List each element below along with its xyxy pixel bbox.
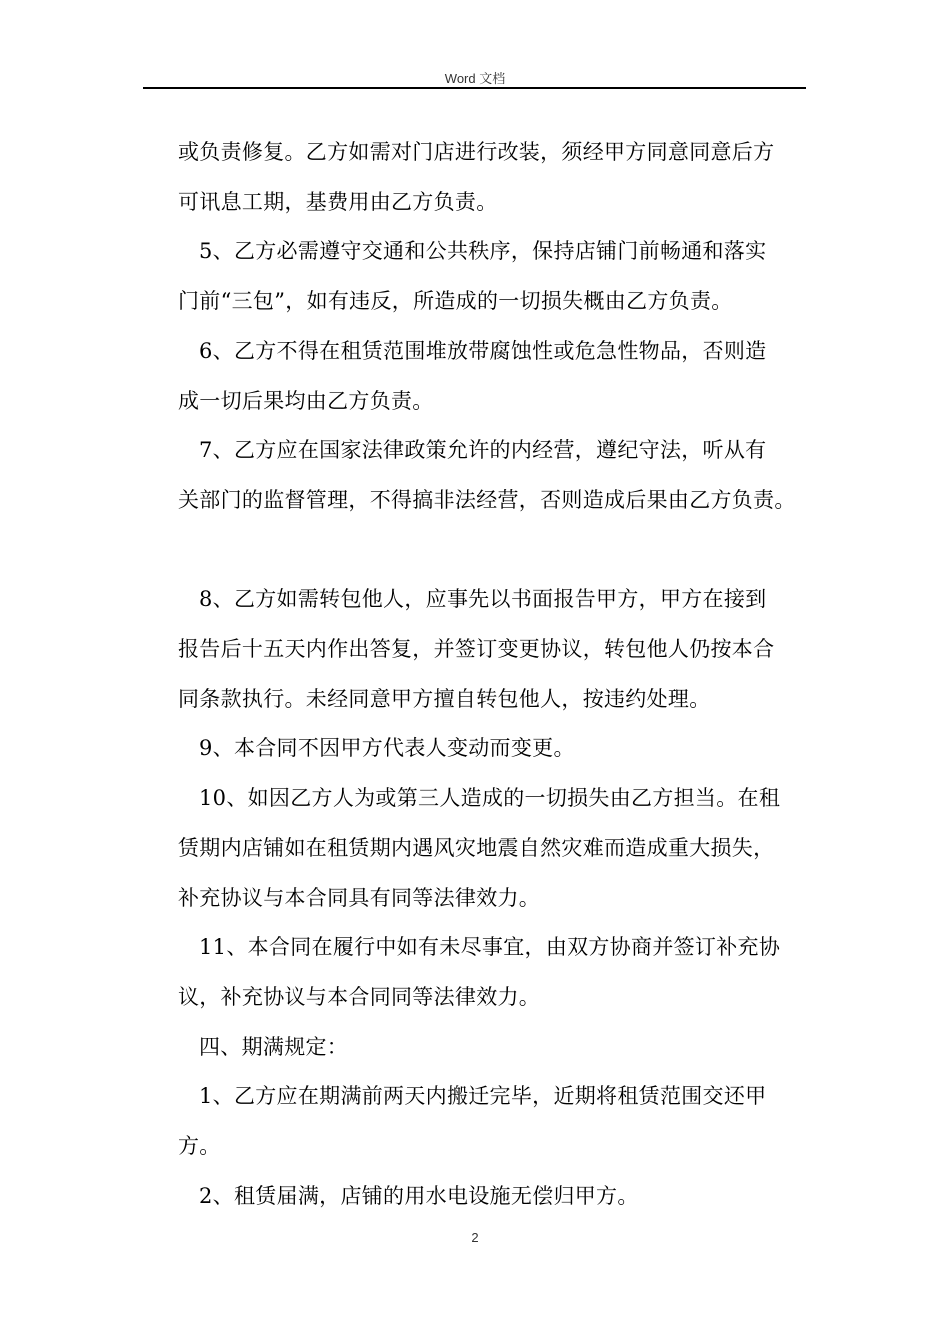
page-header: Word 文档 bbox=[444, 71, 506, 86]
text-line: 议，补充协议与本合同同等法律效力。 bbox=[178, 985, 541, 1009]
text-line: 补充协议与本合同具有同等法律效力。 bbox=[178, 886, 541, 910]
section-heading: 四、期满规定： bbox=[199, 1035, 349, 1059]
header-divider bbox=[143, 87, 806, 89]
text-line: 可讯息工期，基费用由乙方负责。 bbox=[178, 190, 498, 214]
text-line: 关部门的监督管理，不得搞非法经营，否则造成后果由乙方负责。 bbox=[178, 488, 796, 512]
text-line: 2、租赁届满，店铺的用水电设施无偿归甲方。 bbox=[199, 1184, 639, 1208]
page-number: 2 bbox=[471, 1230, 479, 1245]
text-line: 10、如因乙方人为或第三人造成的一切损失由乙方担当。在租 bbox=[199, 786, 781, 810]
text-line: 1、乙方应在期满前两天内搬迁完毕，近期将租赁范围交还甲 bbox=[199, 1084, 767, 1108]
text-line: 7、乙方应在国家法律政策允许的内经营，遵纪守法，听从有 bbox=[199, 438, 767, 462]
text-line: 报告后十五天内作出答复，并签订变更协议，转包他人仍按本合 bbox=[178, 637, 775, 661]
text-line: 5、乙方必需遵守交通和公共秩序，保持店铺门前畅通和落实 bbox=[199, 239, 767, 263]
text-line: 成一切后果均由乙方负责。 bbox=[178, 389, 434, 413]
text-line: 或负责修复。乙方如需对门店进行改装，须经甲方同意同意后方 bbox=[178, 140, 775, 164]
text-line: 方。 bbox=[178, 1134, 221, 1158]
text-line: 9、本合同不因甲方代表人变动而变更。 bbox=[199, 736, 575, 760]
text-line: 门前“三包”，如有违反，所造成的一切损失概由乙方负责。 bbox=[178, 289, 733, 313]
text-line: 8、乙方如需转包他人，应事先以书面报告甲方，甲方在接到 bbox=[199, 587, 767, 611]
text-line: 6、乙方不得在租赁范围堆放带腐蚀性或危急性物品，否则造 bbox=[199, 339, 767, 363]
text-line: 赁期内店铺如在租赁期内遇风灾地震自然灾难而造成重大损失， bbox=[178, 836, 775, 860]
text-line: 11、本合同在履行中如有未尽事宜，由双方协商并签订补充协 bbox=[199, 935, 781, 959]
text-line: 同条款执行。未经同意甲方擅自转包他人，按违约处理。 bbox=[178, 687, 711, 711]
